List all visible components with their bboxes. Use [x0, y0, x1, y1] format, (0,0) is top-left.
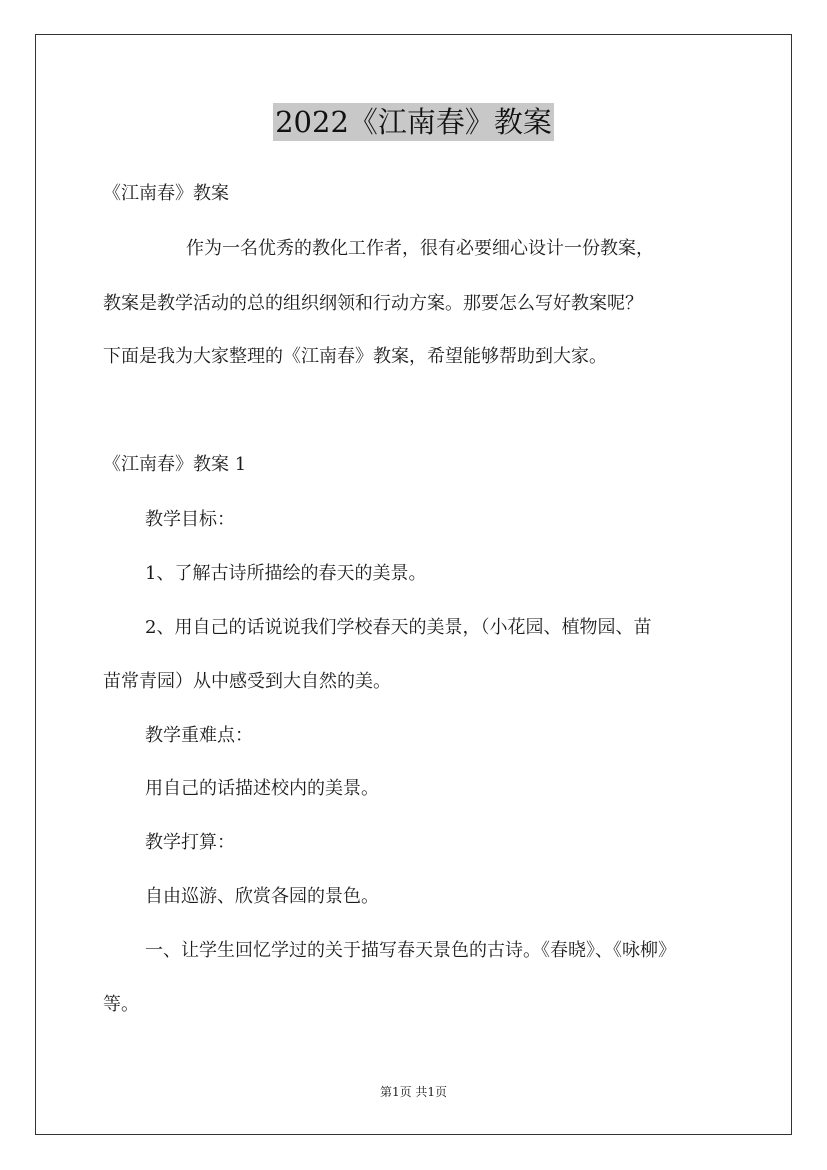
document-title: 2022《江南春》教案: [275, 105, 552, 139]
document-subtitle: 《江南春》教案: [103, 183, 229, 204]
title-container: [0, 103, 827, 141]
body-line: 一、让学生回忆学过的关于描写春天景色的古诗。《春晓》、《咏柳》: [145, 940, 676, 961]
body-line: 等。: [103, 994, 139, 1015]
intro-line: 下面是我为大家整理的《江南春》教案，希望能够帮助到大家。: [103, 346, 607, 367]
section-heading: 《江南春》教案 1: [103, 454, 247, 475]
body-line: 1、了解古诗所描绘的春天的美景。: [145, 563, 427, 584]
intro-line: 作为一名优秀的教化工作者，很有必要细心设计一份教案，: [186, 238, 654, 259]
body-line: 教学目标：: [145, 509, 235, 530]
body-line: 2、用自己的话说说我们学校春天的美景，（小花园、植物园、苗: [145, 617, 652, 638]
body-line: 教学重难点：: [145, 725, 253, 746]
body-line: 苗常青园）从中感受到大自然的美。: [103, 671, 391, 692]
body-line: 自由巡游、欣赏各园的景色。: [145, 886, 379, 907]
body-line: 用自己的话描述校内的美景。: [145, 778, 379, 799]
page-footer: 第1页 共1页: [379, 1085, 448, 1099]
body-line: 教学打算：: [145, 832, 235, 853]
intro-line: 教案是教学活动的总的组织纲领和行动方案。那要怎么写好教案呢？: [103, 293, 643, 314]
